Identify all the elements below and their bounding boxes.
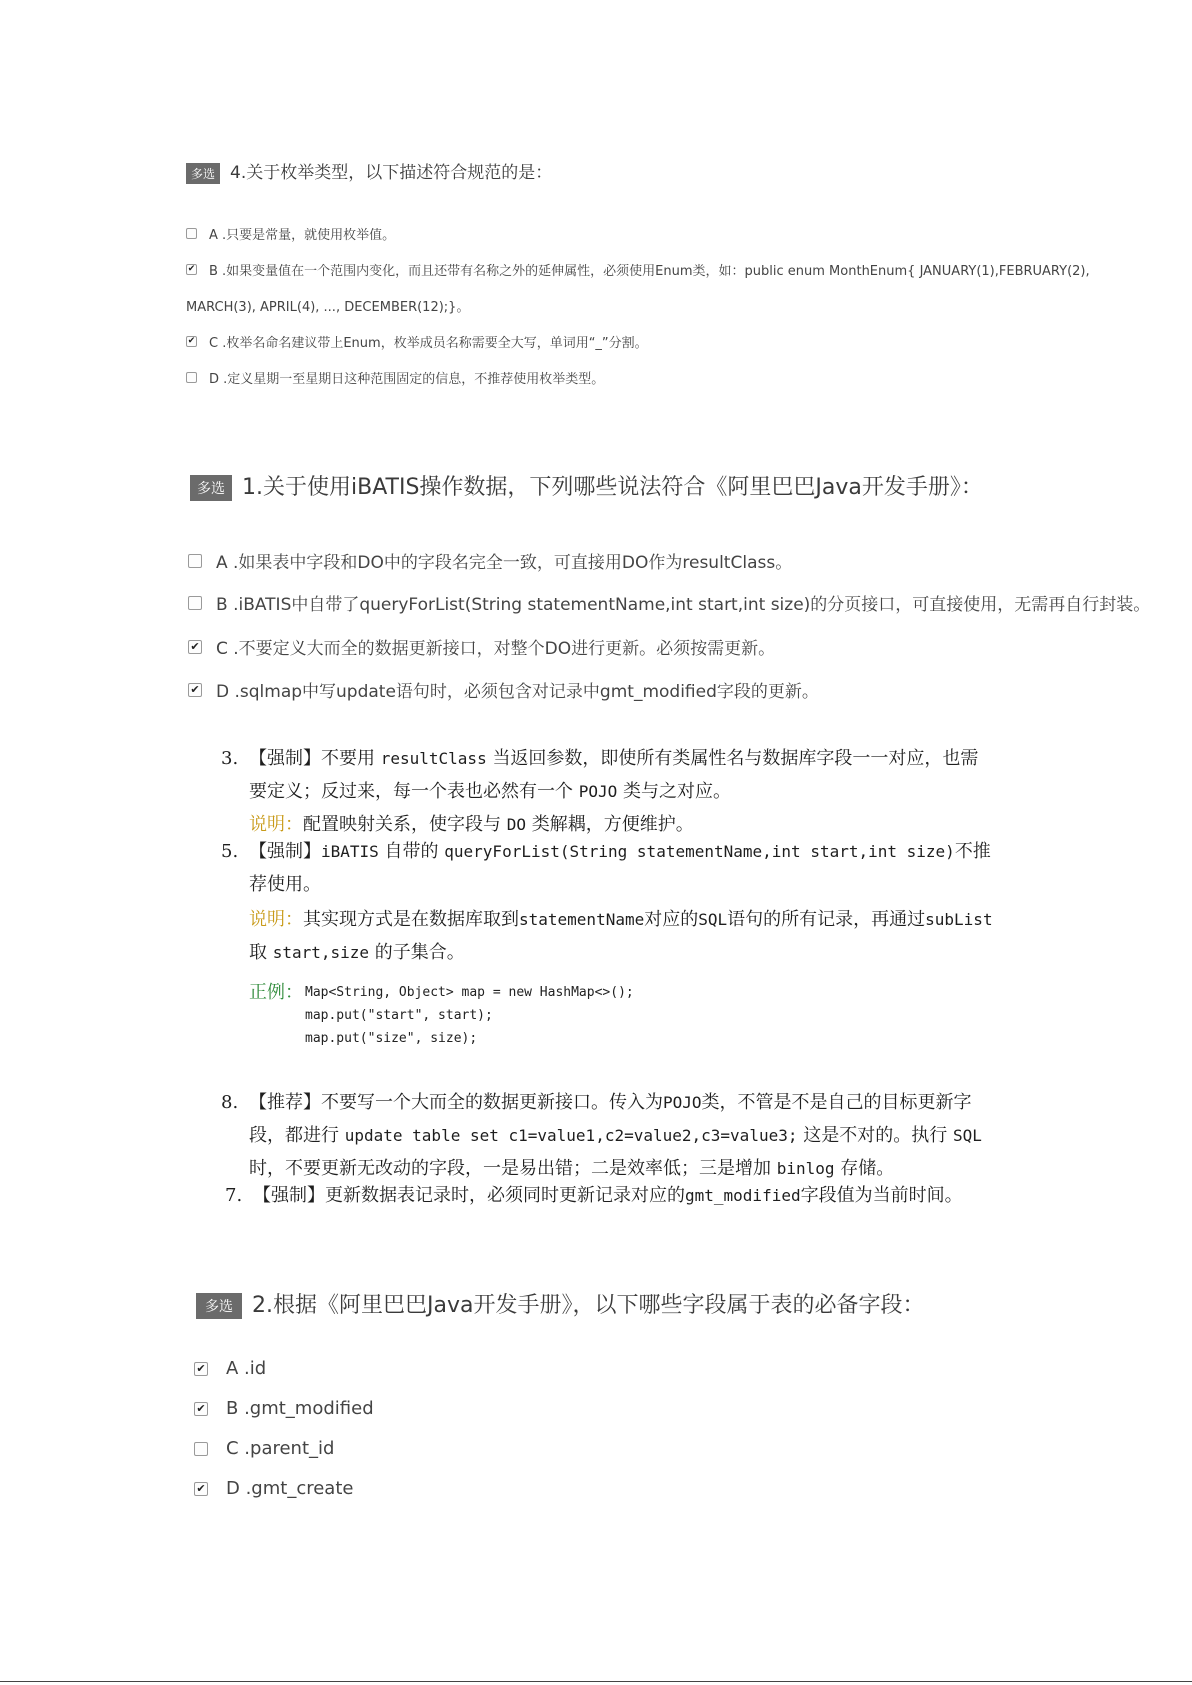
- checkbox-checked-icon[interactable]: ✔: [194, 1402, 208, 1416]
- rule-8: [221, 1086, 1061, 1185]
- checkbox-checked-icon[interactable]: ✔: [188, 683, 202, 697]
- question-title: [190, 470, 983, 501]
- checkbox-checked-icon[interactable]: ✔: [187, 264, 196, 274]
- multi-select-tag: 多选: [190, 475, 232, 501]
- option-a[interactable]: [194, 1358, 266, 1379]
- option-label: B .gmt_modified: [226, 1398, 374, 1419]
- rule-7: [225, 1179, 1065, 1212]
- multi-select-tag: 多选: [186, 163, 220, 184]
- rule-tag: 【推荐】: [249, 1092, 321, 1113]
- question-text: 2.根据《阿里巴巴Java开发手册》，以下哪些字段属于表的必备字段：: [252, 1293, 925, 1318]
- example-label: 正例：: [249, 982, 303, 1003]
- option-c[interactable]: [194, 1438, 334, 1459]
- rule-note: 说明：其实现方式是在数据库取到statementName对应的SQL语句的所有记录，再通过subList: [249, 909, 993, 930]
- question-title: [196, 1288, 924, 1319]
- option-label: A .只要是常量，就使用枚举值。: [209, 228, 396, 243]
- checkbox-icon[interactable]: [188, 554, 202, 568]
- checkbox-icon[interactable]: [188, 596, 202, 610]
- code-line: Map<String, Object> map = new HashMap<>();: [305, 985, 634, 1000]
- page-bottom-divider: [0, 1681, 1192, 1682]
- checkbox-checked-icon[interactable]: ✔: [194, 1482, 208, 1496]
- option-label: D .gmt_create: [226, 1478, 354, 1499]
- rule-line: 3. 【强制】不要用 resultClass 当返回参数，即使所有类属性名与数据库字段一一对应，也需: [221, 748, 979, 769]
- option-label: B .如果变量值在一个范围内变化，而且还带有名称之外的延伸属性，必须使用Enum类，如：public enum MonthEnum{ JANUARY(1),FEBRUARY(2),: [209, 264, 1090, 279]
- checkbox-checked-icon[interactable]: ✔: [188, 640, 202, 654]
- rule-example: [221, 981, 1061, 1050]
- rule-line: 5. 【强制】iBATIS 自带的 queryForList(String statementName,int start,int size)不推: [221, 841, 991, 862]
- rule-line: 段，都进行 update table set c1=value1,c2=value2,c3=value3; 这是不对的。执行 SQL: [249, 1125, 982, 1146]
- question-title: [186, 158, 552, 184]
- option-label: A .如果表中字段和DO中的字段名完全一致，可直接用DO作为resultClass。: [216, 553, 793, 573]
- code-line: map.put("start", start);: [305, 1008, 493, 1023]
- option-label: D .定义星期一至星期日这种范围固定的信息，不推荐使用枚举类型。: [209, 372, 605, 387]
- option-b[interactable]: [186, 260, 1090, 279]
- option-d[interactable]: [188, 677, 819, 702]
- rule-line: 时，不要更新无改动的字段，一是易出错；二是效率低；三是增加 binlog 存储。: [249, 1158, 895, 1179]
- rule-5: [221, 835, 1061, 1050]
- option-c[interactable]: [188, 634, 775, 659]
- checkbox-icon[interactable]: [194, 1442, 208, 1456]
- rule-line: 7. 【强制】更新数据表记录时，必须同时更新记录对应的gmt_modified字段值为当前时间。: [225, 1185, 963, 1206]
- checkbox-icon[interactable]: [186, 228, 197, 239]
- option-c[interactable]: [186, 332, 648, 351]
- rule-line: 8. 【推荐】不要写一个大而全的数据更新接口。传入为POJO类，不管是不是自己的目标更新字: [221, 1092, 972, 1113]
- option-label: A .id: [226, 1358, 267, 1379]
- rule-note: 说明：配置映射关系，使字段与 DO 类解耦，方便维护。: [249, 814, 694, 835]
- option-d[interactable]: [194, 1478, 353, 1499]
- rule-tag: 【强制】: [249, 841, 321, 862]
- rule-tag: 【强制】: [249, 748, 321, 769]
- option-label: C .不要定义大而全的数据更新接口，对整个DO进行更新。必须按需更新。: [216, 639, 776, 659]
- question-text: 4.关于枚举类型，以下描述符合规范的是：: [230, 163, 553, 183]
- checkbox-checked-icon[interactable]: ✔: [187, 336, 196, 346]
- option-b[interactable]: [194, 1398, 374, 1419]
- option-a[interactable]: [188, 548, 792, 573]
- option-d[interactable]: [186, 368, 604, 387]
- code-block: [305, 981, 634, 1050]
- option-label: B .iBATIS中自带了queryForList(String statementName,int start,int size)的分页接口，可直接使用，无需再自行封装。: [216, 595, 1151, 615]
- multi-select-tag: 多选: [196, 1293, 242, 1319]
- rule-line: 取 start,size 的子集合。: [249, 942, 465, 963]
- rule-3: [221, 742, 1061, 841]
- checkbox-icon[interactable]: [186, 372, 197, 383]
- rule-tag: 【强制】: [253, 1185, 325, 1206]
- checkbox-checked-icon[interactable]: ✔: [194, 1362, 208, 1376]
- rule-line: 要定义；反过来，每一个表也必然有一个 POJO 类与之对应。: [249, 781, 731, 802]
- rule-line: 荐使用。: [249, 874, 321, 895]
- code-line: map.put("size", size);: [305, 1031, 478, 1046]
- question-text: 1.关于使用iBATIS操作数据，下列哪些说法符合《阿里巴巴Java开发手册》：: [242, 475, 983, 500]
- option-label: C .枚举名命名建议带上Enum，枚举成员名称需要全大写，单词用“_”分割。: [209, 336, 648, 351]
- option-label: C .parent_id: [226, 1438, 335, 1459]
- note-label: 说明：: [249, 814, 303, 835]
- note-label: 说明：: [249, 909, 303, 930]
- option-label-continuation: MARCH(3), APRIL(4), ..., DECEMBER(12);}。: [186, 300, 470, 315]
- option-a[interactable]: [186, 224, 395, 243]
- option-b-continuation: [186, 296, 469, 315]
- option-b[interactable]: [188, 590, 1150, 615]
- option-label: D .sqlmap中写update语句时，必须包含对记录中gmt_modified字段的更新。: [216, 682, 819, 702]
